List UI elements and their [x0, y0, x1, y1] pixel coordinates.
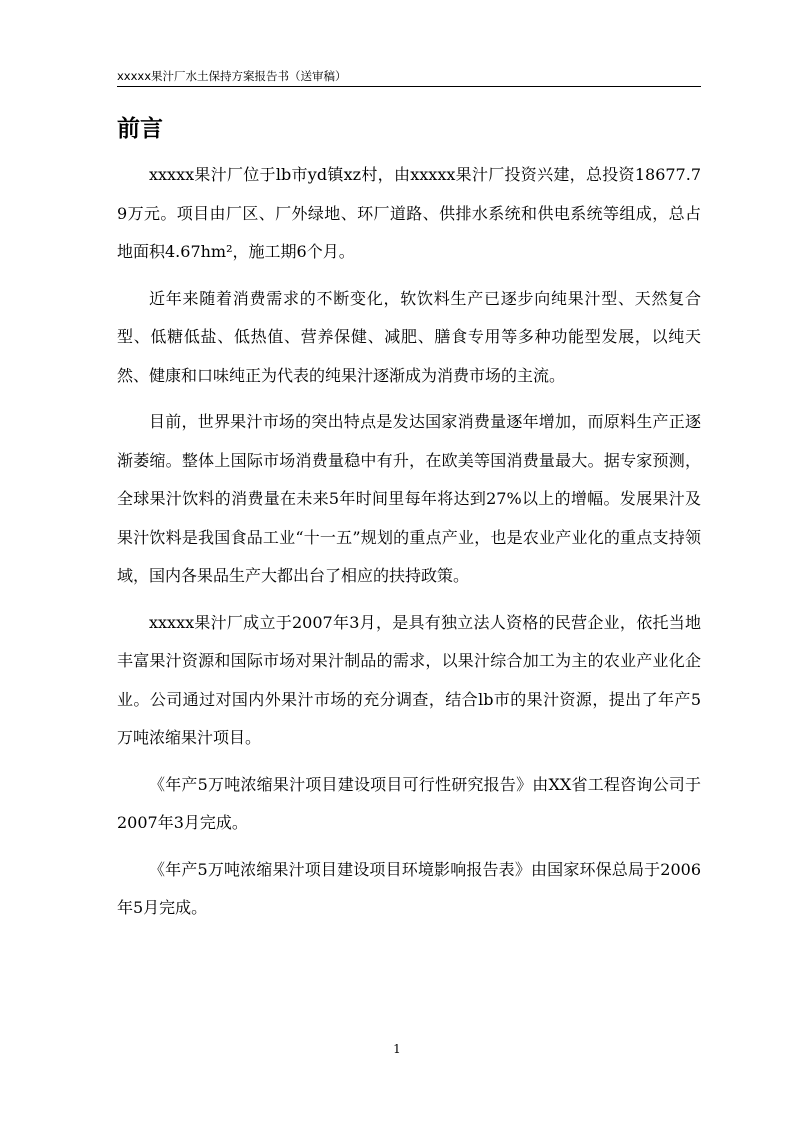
paragraph-5: 《年产5万吨浓缩果汁项目建设项目可行性研究报告》由XX省工程咨询公司于2007年3月完成。	[117, 774, 701, 832]
paragraph-4: xxxxx果汁厂成立于2007年3月，是具有独立法人资格的民营企业，依托当地丰富果汁资源和国际市场对果汁制品的需求，以果汁综合加工为主的农业产业化企业。公司通过对国内外果汁市场的充分调查，结合lb市的果汁资源，提出了年产5万吨浓缩果汁项目。	[117, 612, 701, 747]
paragraph-6: 《年产5万吨浓缩果汁项目建设项目环境影响报告表》由国家环保总局于2006年5月完成。	[117, 859, 701, 917]
paragraph-1: xxxxx果汁厂位于lb市yd镇xz村，由xxxxx果汁厂投资兴建，总投资18677.79万元。项目由厂区、厂外绿地、环厂道路、供排水系统和供电系统等组成，总占地面积4.67hm²，施工期6个月。	[117, 165, 701, 261]
page-title: 前言	[117, 115, 163, 142]
running-header: xxxxx果汁厂水土保持方案报告书（送审稿）	[117, 66, 701, 87]
paragraph-3: 目前，世界果汁市场的突出特点是发达国家消费量逐年增加，而原料生产正逐渐萎缩。整体上国际市场消费量稳中有升，在欧美等国消费量最大。据专家预测，全球果汁饮料的消费量在未来5年时间里每年将达到27%以上的增幅。发展果汁及果汁饮料是我国食品工业“十一五”规划的重点产业，也是农业产业化的重点支持领域，国内各果品生产大都出台了相应的扶持政策。	[117, 412, 701, 585]
paragraph-2: 近年来随着消费需求的不断变化，软饮料生产已逐步向纯果汁型、天然复合型、低糖低盐、低热值、营养保健、减肥、膳食专用等多种功能型发展，以纯天然、健康和口味纯正为代表的纯果汁逐渐成为消费市场的主流。	[117, 288, 701, 385]
body-text	[117, 156, 701, 928]
page-number: 1	[393, 1042, 401, 1056]
